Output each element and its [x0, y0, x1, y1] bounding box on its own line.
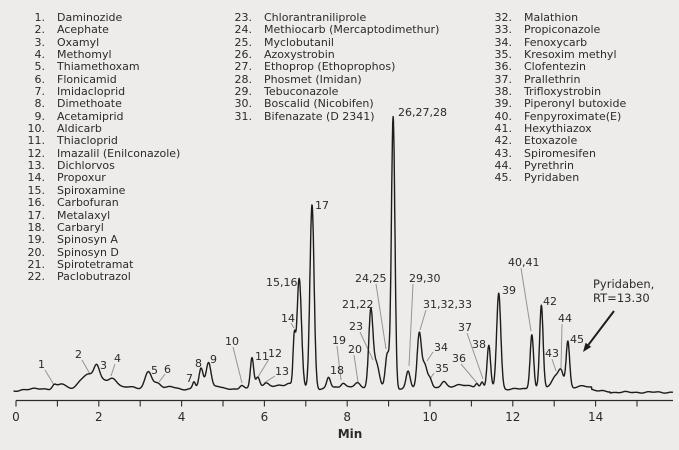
peak-leader-line — [376, 284, 386, 349]
legend-item-name: Spinosyn A — [57, 233, 118, 247]
legend-item-number: 13. — [27, 159, 45, 173]
peak-label: 6 — [164, 363, 171, 376]
peak-label: 37 — [458, 321, 472, 334]
legend-item-number: 17. — [27, 208, 45, 222]
peak-leader-line — [461, 364, 477, 383]
peak-label: 29,30 — [409, 272, 441, 285]
legend-item-name: Dichlorvos — [57, 159, 115, 173]
x-axis-tick-label: 6 — [260, 410, 269, 424]
legend-item-number: 7. — [34, 85, 45, 99]
legend-item-number: 19. — [27, 233, 45, 247]
legend-item-number: 30. — [234, 97, 252, 111]
legend-item-number: 27. — [234, 60, 252, 74]
legend-item-number: 43. — [494, 146, 512, 160]
legend-item-number: 34. — [494, 35, 512, 49]
legend-item-number: 11. — [27, 134, 45, 148]
peak-label: 42 — [543, 295, 557, 308]
legend-item-number: 1. — [34, 11, 45, 24]
peak-label: 3 — [100, 359, 107, 372]
legend-item-number: 2. — [34, 23, 45, 37]
peak-label: 1 — [38, 358, 45, 371]
legend-item-name: Aldicarb — [57, 122, 102, 136]
peak-label: 40,41 — [508, 256, 540, 269]
legend-item-number: 10. — [27, 122, 45, 136]
legend-item-name: Dimethoate — [57, 97, 122, 111]
legend-item-name: Fenoxycarb — [524, 35, 588, 49]
legend-item-number: 26. — [234, 48, 252, 62]
legend-item-number: 45. — [494, 171, 512, 185]
peak-label: 11 — [255, 350, 269, 363]
peak-leader-line — [264, 376, 275, 383]
legend-item-number: 8. — [34, 97, 45, 111]
peak-label: 45 — [570, 333, 584, 346]
legend-item-number: 9. — [34, 109, 45, 123]
legend-item-name: Spirotetramat — [57, 257, 134, 271]
legend-item-number: 40. — [494, 109, 512, 123]
peak-leader-line — [561, 324, 562, 368]
legend-item-number: 15. — [27, 183, 45, 197]
x-axis-tick-label: 2 — [94, 410, 103, 424]
legend-item-number: 4. — [34, 48, 45, 62]
legend-item-name: Paclobutrazol — [57, 270, 131, 284]
x-axis-tick-label: 4 — [177, 410, 186, 424]
x-axis-tick-label: 10 — [422, 410, 438, 424]
annotation-text: Pyridaben, — [593, 277, 655, 291]
legend-item-name: Pyridaben — [524, 171, 580, 185]
legend-item-name: Piperonyl butoxide — [524, 97, 627, 111]
legend-item-number: 44. — [494, 159, 512, 173]
legend-item-number: 42. — [494, 134, 512, 148]
legend-item-number: 37. — [494, 72, 512, 86]
legend-item-name: Metalaxyl — [57, 208, 111, 222]
legend-item-number: 3. — [34, 35, 45, 49]
peak-leader-line — [354, 355, 358, 382]
peak-leader-line — [521, 268, 531, 331]
chromatogram-trace — [14, 117, 673, 394]
legend-item-number: 18. — [27, 220, 45, 234]
legend-item-name: Thiamethoxam — [57, 60, 140, 74]
legend-item-name: Kresoxim methyl — [524, 48, 617, 62]
legend-item-number: 35. — [494, 48, 512, 62]
legend-item-name: Phosmet (Imidan) — [264, 72, 362, 86]
legend-item-name: Methomyl — [57, 48, 112, 62]
peak-label: 4 — [114, 352, 121, 365]
legend-item-name: Imidacloprid — [57, 85, 126, 99]
legend-item-name: Boscalid (Nicobifen) — [264, 97, 374, 111]
peak-label: 21,22 — [342, 298, 374, 311]
legend-item-name: Fenpyroximate(E) — [524, 109, 622, 123]
legend-item-name: Trifloxystrobin — [524, 85, 602, 99]
peak-label: 14 — [281, 312, 295, 325]
legend-item-name: Propoxur — [57, 171, 106, 185]
legend-item-number: 5. — [34, 60, 45, 74]
peak-label: 9 — [210, 353, 217, 366]
x-axis-tick-label: 14 — [587, 410, 604, 424]
peak-leader-line — [45, 370, 54, 385]
peak-label: 15,16 — [266, 276, 298, 289]
legend-item-number: 32. — [494, 11, 512, 24]
peak-label: 39 — [502, 284, 516, 297]
legend-item-number: 21. — [27, 257, 45, 271]
peak-label: 35 — [435, 362, 449, 375]
legend-item-name: Acetamiprid — [57, 109, 124, 123]
legend-item-name: Thiacloprid — [57, 134, 118, 148]
legend-item-number: 25. — [234, 35, 252, 49]
legend-item-name: Carbofuran — [57, 196, 119, 210]
legend-item-number: 12. — [27, 146, 45, 160]
legend-item-name: Flonicamid — [57, 72, 117, 86]
peak-label: 18 — [330, 364, 344, 377]
x-axis-tick-label: 8 — [343, 410, 352, 424]
legend-item-name: Bifenazate (D 2341) — [264, 109, 375, 123]
peak-label: 19 — [332, 334, 346, 347]
legend-item-name: Hexythiazox — [524, 122, 592, 136]
legend-item-number: 24. — [234, 23, 252, 37]
legend-item-name: Propiconazole — [524, 23, 601, 37]
peak-label: 44 — [558, 312, 572, 325]
legend-item-number: 36. — [494, 60, 512, 74]
legend-item-number: 39. — [494, 97, 512, 111]
peak-leader-line — [82, 360, 90, 374]
legend-item-name: Azoxystrobin — [264, 48, 335, 62]
legend-item-name: Ethoprop (Ethoprophos) — [264, 60, 396, 74]
legend-item-number: 31. — [234, 109, 252, 123]
peak-label: 2 — [75, 348, 82, 361]
legend-item-number: 41. — [494, 122, 512, 136]
legend-item-name: Carbaryl — [57, 220, 104, 234]
peak-label: 10 — [225, 335, 239, 348]
legend-item-name: Chlorantraniliprole — [264, 11, 367, 24]
peak-label: 34 — [434, 341, 448, 354]
legend-item-number: 28. — [234, 72, 252, 86]
peak-label: 23 — [349, 320, 363, 333]
peak-leader-line — [233, 347, 242, 383]
peak-label: 7 — [186, 372, 193, 385]
peak-label: 5 — [151, 364, 158, 377]
legend-item-name: Spiromesifen — [524, 146, 596, 160]
legend-item-name: Daminozide — [57, 11, 123, 24]
legend-item-number: 33. — [494, 23, 512, 37]
legend-item-name: Tebuconazole — [264, 85, 339, 99]
x-axis-title: Min — [337, 427, 363, 441]
legend-item-name: Spiroxamine — [57, 183, 126, 197]
peak-label: 24,25 — [355, 272, 387, 285]
peak-label: 13 — [275, 365, 289, 378]
legend-item-number: 6. — [34, 72, 45, 86]
peak-label: 17 — [315, 199, 329, 212]
peak-label: 43 — [545, 347, 559, 360]
x-axis-tick-label: 0 — [12, 410, 20, 424]
peak-label: 20 — [348, 343, 362, 356]
peak-leader-line — [111, 364, 115, 376]
legend-item-number: 23. — [234, 11, 252, 24]
legend-item-name: Spinosyn D — [57, 245, 119, 259]
legend-item-number: 22. — [27, 270, 45, 284]
peak-leader-line — [427, 352, 433, 361]
peak-label: 38 — [472, 338, 486, 351]
peak-label: 8 — [195, 357, 202, 370]
legend-item-name: Imazalil (Enilconazole) — [57, 146, 181, 160]
peak-label: 36 — [452, 352, 466, 365]
legend-item-number: 29. — [234, 85, 252, 99]
peak-label: 26,27,28 — [398, 106, 447, 119]
annotation-arrow-line — [588, 311, 614, 345]
peak-label: 31,32,33 — [423, 298, 472, 311]
legend-item-number: 14. — [27, 171, 45, 185]
legend-item-name: Pyrethrin — [524, 159, 575, 173]
legend-item-number: 20. — [27, 245, 45, 259]
peak-label: 12 — [268, 347, 282, 360]
peak-leader-line — [420, 310, 426, 330]
legend-item-name: Malathion — [524, 11, 579, 24]
legend-item-number: 16. — [27, 196, 45, 210]
legend-item-name: Myclobutanil — [264, 35, 334, 49]
peak-leader-line — [552, 359, 556, 371]
annotation-text: RT=13.30 — [593, 291, 650, 305]
legend-item-name: Etoxazole — [524, 134, 578, 148]
peak-leader-line — [409, 284, 413, 366]
legend-item-name: Oxamyl — [57, 35, 100, 49]
legend-item-name: Clofentezin — [524, 60, 586, 74]
legend-item-number: 38. — [494, 85, 512, 99]
legend-item-name: Acephate — [57, 23, 109, 37]
x-axis-tick-label: 12 — [505, 410, 521, 424]
legend-item-name: Prallethrin — [524, 72, 581, 86]
legend-item-name: Methiocarb (Mercaptodimethur) — [264, 23, 440, 37]
